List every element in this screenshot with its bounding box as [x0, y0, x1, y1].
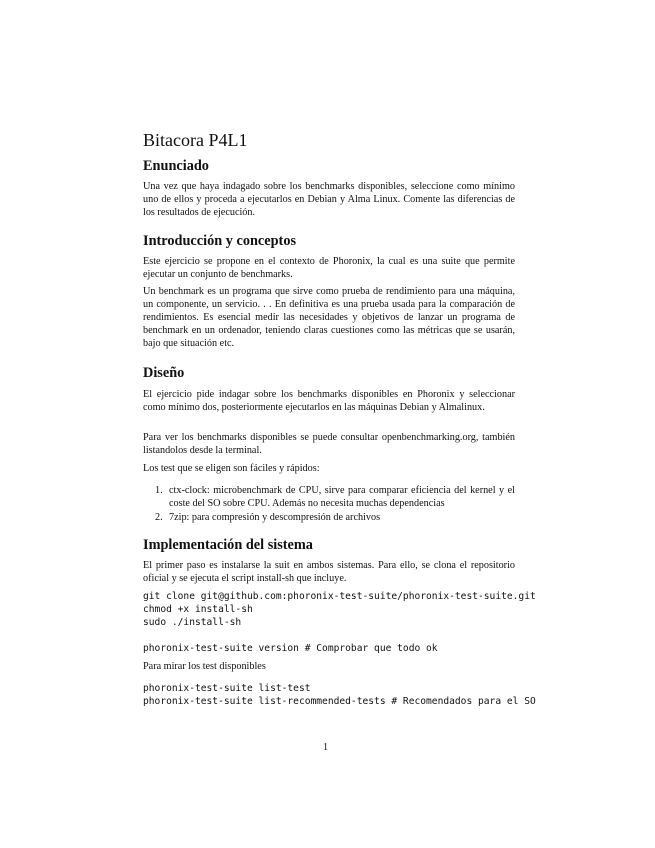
- heading-diseno: Diseño: [143, 365, 185, 381]
- paragraph-introduccion-1: Este ejercicio se propone en el contexto de Phoronix, la cual es una suite que permite ejecutar un conjunto de benchmarks.: [143, 256, 515, 281]
- paragraph-diseno-1: El ejercicio pide indagar sobre los benchmarks disponibles en Phoronix y seleccionar como mínimo dos, posteriormente ejecutarlos en las máquinas Debian y Almalinux.: [143, 389, 515, 414]
- paragraph-enunciado: Una vez que haya indagado sobre los benchmarks disponibles, seleccione como mínimo uno de ellos y proceda a ejecutarlos en Debian y Alma Linux. Comente las diferencias de los resultados de ejecución.: [143, 181, 515, 219]
- paragraph-introduccion-2: Un benchmark es un programa que sirve como prueba de rendimiento para una máquina, un componente, un servicio. . . En definitiva es una prueba usada para la comparación de rendimientos. Es esencial medir las necesidades y objetivos de lanzar un programa de benchmark en un ordenador, teniendo claras cuestiones como las métricas que se usarán, bajo que situación etc.: [143, 286, 515, 350]
- code-block-list: phoronix-test-suite list-test phoronix-test-suite list-recommended-tests # Recomendados para el SO: [143, 683, 536, 708]
- paragraph-implementacion-1: El primer paso es instalarse la suit en ambos sistemas. Para ello, se clona el repositorio oficial y se ejecuta el script install-sh que incluye.: [143, 560, 515, 585]
- list-item-number: 1.: [155, 485, 163, 496]
- heading-enunciado: Enunciado: [143, 158, 209, 174]
- list-item-text: 7zip: para compresión y descompresión de archivos: [169, 512, 381, 523]
- heading-implementacion: Implementación del sistema: [143, 537, 313, 553]
- heading-introduccion: Introducción y conceptos: [143, 233, 297, 249]
- paragraph-diseno-2: Para ver los benchmarks disponibles se puede consultar openbenchmarking.org, también listandolos desde la terminal.: [143, 432, 515, 457]
- document-title: Bitacora P4L1: [143, 130, 248, 150]
- paragraph-implementacion-2: Para mirar los test disponibles: [143, 661, 266, 672]
- code-block-install: git clone git@github.com:phoronix-test-suite/phoronix-test-suite.git chmod +x install-sh sudo ./install-sh phoronix-test-suite version # Comprobar que todo ok: [143, 591, 536, 655]
- list-item-number: 2.: [155, 512, 163, 523]
- list-item-text: ctx-clock: microbenchmark de CPU, sirve para comparar eficiencia del kernel y el coste del SO sobre CPU. Además no necesita muchas dependencias: [169, 485, 515, 510]
- page-number: 1: [323, 742, 329, 753]
- paragraph-diseno-3: Los test que se eligen son fáciles y rápidos:: [143, 463, 320, 474]
